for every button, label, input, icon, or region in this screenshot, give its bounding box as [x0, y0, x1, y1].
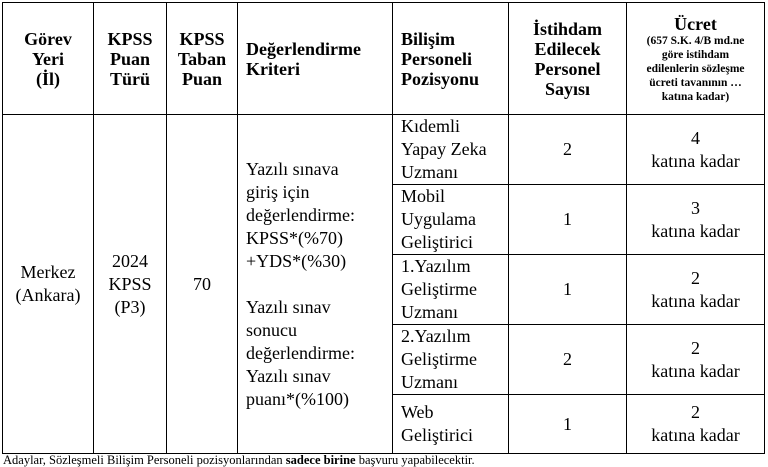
- header-row: [3, 3, 765, 115]
- footnote: Adaylar, Sözleşmeli Bilişim Personeli pozisyonlarından sadece birine başvuru yapabilecektir.: [3, 453, 475, 467]
- kriter-cell: Yazılı sınava giriş için değerlendirme: KPSS*(%70) +YDS*(%30) Yazılı sınav sonucu değerlendirme: Yazılı sınav puanı*(%100): [238, 115, 393, 454]
- header-personel-sayisi: İstihdam Edilecek Personel Sayısı: [509, 3, 627, 115]
- header-gorev-yeri: Görev Yeri (İl): [3, 3, 94, 115]
- ucret-cell: 2 katına kadar: [627, 395, 765, 454]
- header-pozisyon: Bilişim Personeli Pozisyonu: [393, 3, 509, 115]
- ucret-cell: 2 katına kadar: [627, 325, 765, 395]
- table-row: [3, 115, 765, 185]
- taban-puan-cell: 70: [167, 115, 238, 454]
- footnote-emphasis: sadece birine: [285, 453, 356, 467]
- ucret-cell: 2 katına kadar: [627, 255, 765, 325]
- personel-sayisi-cell: 1: [509, 185, 627, 255]
- header-kriter: Değerlendirme Kriteri: [238, 3, 393, 115]
- pozisyon-cell: 1.Yazılım Geliştirme Uzmanı: [393, 255, 509, 325]
- personel-sayisi-cell: 1: [509, 395, 627, 454]
- gorev-yeri-cell: Merkez (Ankara): [3, 115, 94, 454]
- personel-sayisi-cell: 2: [509, 115, 627, 185]
- ucret-cell: 3 katına kadar: [627, 185, 765, 255]
- header-puan-turu: KPSS Puan Türü: [94, 3, 167, 115]
- pozisyon-cell: 2.Yazılım Geliştirme Uzmanı: [393, 325, 509, 395]
- personel-sayisi-cell: 2: [509, 325, 627, 395]
- ucret-cell: 4 katına kadar: [627, 115, 765, 185]
- header-taban-puan: KPSS Taban Puan: [167, 3, 238, 115]
- pozisyon-cell: Web Geliştirici: [393, 395, 509, 454]
- header-ucret-title: Ücret: [674, 13, 717, 34]
- personel-sayisi-cell: 1: [509, 255, 627, 325]
- puan-turu-cell: 2024 KPSS (P3): [94, 115, 167, 454]
- pozisyon-cell: Kıdemli Yapay Zeka Uzmanı: [393, 115, 509, 185]
- header-ucret: Ücret (657 S.K. 4/B md.ne göre istihdam edilenlerin sözleşme ücreti tavanının … katına kadar): [627, 3, 765, 115]
- pozisyon-cell: Mobil Uygulama Geliştirici: [393, 185, 509, 255]
- positions-table: [2, 2, 765, 454]
